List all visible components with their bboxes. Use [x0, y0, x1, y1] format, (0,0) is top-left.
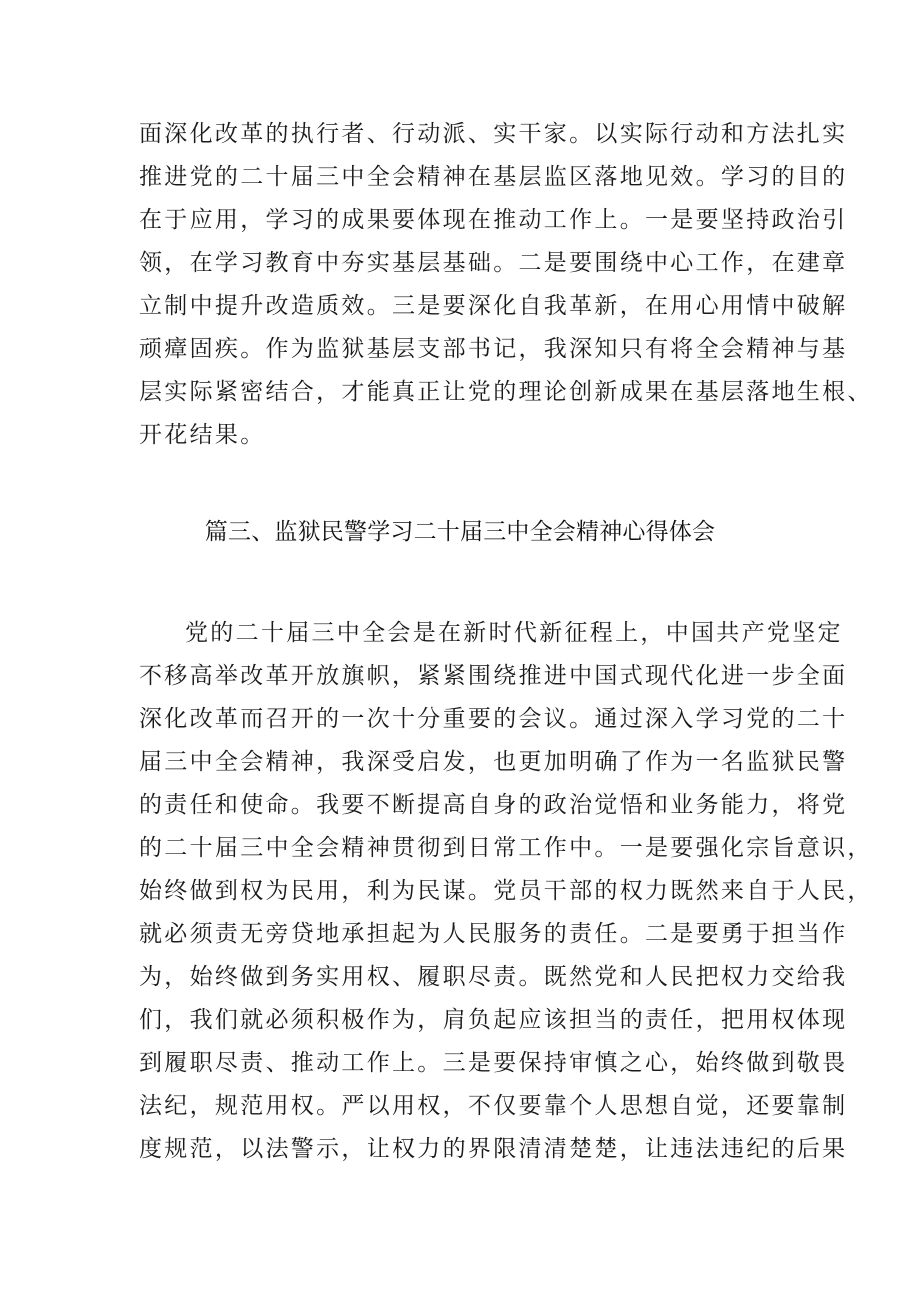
section-title: 篇三、监狱民警学习二十届三中全会精神心得体会	[204, 519, 716, 545]
paragraph-line: 为，始终做到务实用权、履职尽责。既然党和人民把权力交给我	[139, 964, 848, 990]
paragraph-line: 法纪，规范用权。严以用权，不仅要靠个人思想自觉，还要靠制	[139, 1093, 848, 1119]
paragraph-line: 在于应用，学习的成果要体现在推动工作上。一是要坚持政治引	[139, 207, 848, 233]
paragraph-line: 的责任和使命。我要不断提高自身的政治觉悟和业务能力，将党	[139, 792, 848, 818]
paragraph-line: 不移高举改革开放旗帜，紧紧围绕推进中国式现代化进一步全面	[139, 663, 848, 689]
paragraph-line: 推进党的二十届三中全会精神在基层监区落地见效。学习的目的	[139, 164, 848, 190]
paragraph-line: 党的二十届三中全会是在新时代新征程上，中国共产党坚定	[185, 620, 843, 646]
paragraph-line: 到履职尽责、推动工作上。三是要保持审慎之心，始终做到敬畏	[139, 1050, 848, 1076]
paragraph-line: 届三中全会精神，我深受启发，也更加明确了作为一名监狱民警	[139, 749, 848, 775]
paragraph-line: 度规范，以法警示，让权力的界限清清楚楚，让违法违纪的后果	[139, 1136, 848, 1162]
paragraph-line: 开花结果。	[139, 422, 266, 448]
paragraph-line: 深化改革而召开的一次十分重要的会议。通过深入学习党的二十	[139, 706, 848, 732]
paragraph-line: 就必须责无旁贷地承担起为人民服务的责任。二是要勇于担当作	[139, 921, 848, 947]
paragraph-line: 立制中提升改造质效。三是要深化自我革新，在用心用情中破解	[139, 293, 848, 319]
paragraph-line: 始终做到权为民用，利为民谋。党员干部的权力既然来自于人民，	[139, 878, 873, 904]
paragraph-line: 顽瘴固疾。作为监狱基层支部书记，我深知只有将全会精神与基	[139, 336, 848, 362]
paragraph-line: 的二十届三中全会精神贯彻到日常工作中。一是要强化宗旨意识，	[139, 835, 873, 861]
paragraph-line: 们，我们就必须积极作为，肩负起应该担当的责任，把用权体现	[139, 1007, 848, 1033]
paragraph-line: 面深化改革的执行者、行动派、实干家。以实际行动和方法扎实	[139, 121, 848, 147]
paragraph-line: 领，在学习教育中夯实基层基础。二是要围绕中心工作，在建章	[139, 250, 848, 276]
paragraph-line: 层实际紧密结合，才能真正让党的理论创新成果在基层落地生根、	[139, 379, 873, 405]
